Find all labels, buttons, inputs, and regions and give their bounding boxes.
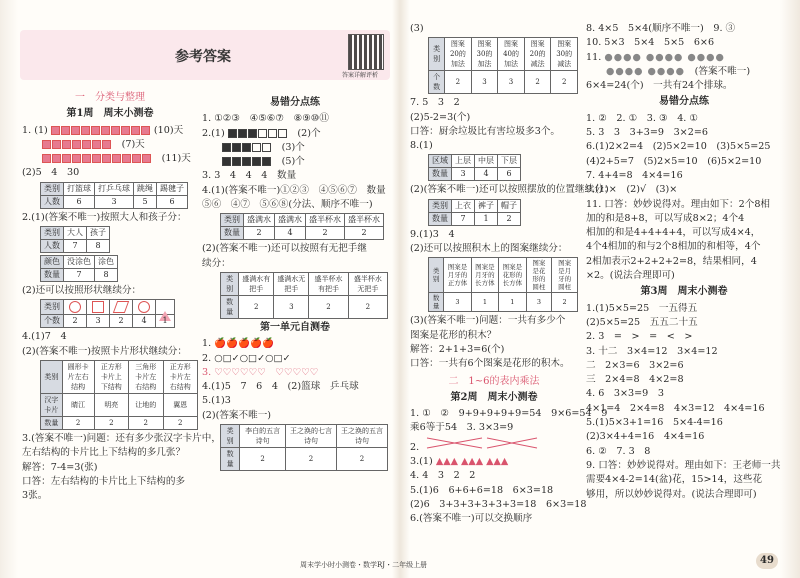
matching-lines-icon bbox=[422, 436, 542, 450]
answer-line: 4. 6 3×3=9 3 bbox=[586, 388, 664, 400]
answer-line: 解答：2+1+3=6(个) bbox=[410, 343, 505, 355]
answer-line: 3. 十二 3×4=12 3×4=12 bbox=[586, 345, 718, 357]
section-title: 易错分点练 bbox=[270, 97, 320, 108]
answer-line: 口答：厨余垃圾比有害垃圾多3个。 bbox=[410, 125, 561, 137]
answer-line: (3)(答案不唯一)问题：一共有多少个 bbox=[410, 315, 566, 327]
answer-line: 2. ○□✓○□✓○□✓ bbox=[202, 352, 291, 364]
answer-line: (7)天 bbox=[22, 138, 198, 152]
answer-line: 11. 口答：妙妙说得对。理由如下：2个8相 bbox=[586, 198, 771, 210]
answer-line: 9.(1)3 4 bbox=[410, 228, 455, 240]
answer-line: 3. 3 4 4 4 数量 bbox=[202, 170, 297, 182]
column-2 bbox=[202, 94, 388, 473]
table: 类别 图案是月牙的正方体 图案是月牙的长方体 图案是花形的长方体 图案是花形的圆柱 图案是月牙的圆柱 数量 3 1 1 3 2 bbox=[428, 257, 578, 312]
answer-line: 相加的和是4+4+4+4，可以写成4×4， bbox=[586, 227, 761, 239]
answer-line: 1. 🍎🍎🍎🍎🍎 bbox=[202, 338, 274, 350]
answer-line: 6×4=24(个) 一共有24个排球。 bbox=[586, 80, 733, 92]
week-title: 第2周 周末小测卷 bbox=[450, 391, 538, 403]
answer-line: 加的和是8+8，可以写成8×2；4个4 bbox=[586, 212, 745, 224]
page-number: 49 bbox=[756, 553, 778, 569]
column-4 bbox=[586, 22, 782, 502]
answer-line: (3) bbox=[410, 23, 424, 34]
answer-line: 乘6等于54 3. 3×3=9 bbox=[410, 422, 514, 434]
answer-line: 1. ② 2. ① 3. ③ 4. ① bbox=[586, 112, 698, 124]
answer-line: 2.(1) (2)个 bbox=[202, 127, 321, 139]
answer-line: 5.(1)3 bbox=[202, 395, 231, 407]
answer-line: (2)还可以按照积木上的图案继续分： bbox=[410, 243, 568, 255]
table: 类别 图案20的加法 图案30的加法 图案40的加法 图案20的减法 图案30的减法 个数 2 3 3 2 2 bbox=[428, 37, 578, 94]
page-footer: 周末学小时小测卷・数学RJ・二年级上册 bbox=[300, 561, 428, 569]
answer-line: 1. (1) (10)天 bbox=[22, 124, 184, 136]
answer-line: (2)(答案不唯一)按照卡片形状继续分： bbox=[22, 345, 187, 357]
answer-line: (2)6 3+3+3+3+3+3=18 6×3=18 bbox=[410, 498, 587, 510]
column-3 bbox=[410, 22, 614, 527]
table: 区域 上层 中层 下层 数量 3 4 6 bbox=[428, 154, 521, 181]
answer-line: 4. 4 3 2 2 bbox=[410, 470, 476, 482]
banner-title: 参考答案 bbox=[175, 49, 231, 65]
answer-line: 1. ①②③ ④⑤⑥⑦ ⑧⑨⑩⑪ bbox=[202, 113, 329, 125]
answer-line: 5.(1)5×3+1=16 5×4-4=16 bbox=[586, 417, 723, 429]
answer-line: 2相加表示2+2+2+2=8，结果相同，4 bbox=[586, 255, 757, 267]
answer-line: 4.(1)7 4 bbox=[22, 331, 67, 343]
answer-line: 9.(1)× (2)√ (3)× bbox=[586, 184, 678, 196]
answer-line: 4.(1)(答案不唯一)①②③ ④⑤⑥⑦ 数量 bbox=[202, 184, 386, 196]
answer-line: 9. 口答：妙妙说得对。理由如下：王老师一共 bbox=[586, 459, 781, 471]
answer-line: (2)5 4 30 bbox=[22, 167, 80, 179]
answer-line: 1.(1)5×5=25 一五得五 bbox=[586, 302, 698, 314]
answer-line: 10. 5×3 5×4 5×5 6×6 bbox=[586, 37, 715, 49]
section-title: 一 分类与整理 bbox=[75, 92, 145, 103]
answer-line: ●●●● ●●●● (答案不唯一) bbox=[606, 65, 751, 77]
answer-line: 7. 5 3 2 bbox=[410, 97, 460, 109]
answer-line: 5.(1)6 6+6+6=18 6×3=18 bbox=[410, 484, 554, 496]
answer-line: 7. 4+4=8 4×4=16 bbox=[586, 169, 683, 181]
week-title: 第1周 周末小测卷 bbox=[66, 108, 154, 120]
answer-line: 1. ① ② 9+9+9+9+9=54 9×6=54 9 bbox=[410, 408, 608, 420]
shape-table: 类别 个数 2 3 2 4 1 bbox=[40, 299, 175, 328]
answer-line: 解答：7-4=3(张) bbox=[22, 461, 98, 473]
answer-line: (4)2+5=7 (5)2×5=10 (6)5×2=10 bbox=[586, 155, 762, 167]
week-title: 第3周 周末小测卷 bbox=[640, 286, 728, 298]
answer-line: (3)个 bbox=[202, 141, 388, 155]
answer-line: 二 2×3=6 3×2=6 bbox=[586, 359, 684, 371]
answer-line: 4个4相加的和与2个8相加的和相等，4个 bbox=[586, 241, 761, 253]
answer-line: (5)个 bbox=[202, 155, 388, 169]
answer-line: 3张。 bbox=[22, 490, 48, 502]
answer-line: 4.(1)5 7 6 4 (2)篮球 乒乓球 bbox=[202, 381, 359, 393]
answer-line: 2.(1)(答案不唯一)按照大人和孩子分： bbox=[22, 211, 187, 223]
answer-line: (2)(答案不唯一)还可以按照有无把手继 bbox=[202, 243, 367, 255]
answer-line: (2)还可以按照形状继续分： bbox=[22, 285, 142, 297]
answer-line: 2. bbox=[410, 436, 578, 455]
answer-line: 需要4×4-2=14(盆)花，15>14，这些花 bbox=[586, 474, 763, 486]
answer-line: 4×1=4 2×4=8 4×3=12 4×4=16 bbox=[586, 402, 765, 414]
answer-line: 2. 3 = > = < > bbox=[586, 331, 693, 343]
table: 类别 盛满水 盛满水 盛半杯水 盛半杯水 数量 2 4 2 2 bbox=[220, 213, 384, 240]
qr-caption: 答案详解评析 bbox=[342, 72, 379, 79]
answer-line: 3.(答案不唯一)问题：还有多少张汉字卡片中， bbox=[22, 432, 221, 444]
answer-line: 口答：一共有6个图案是花形的积木。 bbox=[410, 358, 570, 370]
answer-line: 11. ●●●● ●●●● ●●●● bbox=[586, 51, 725, 63]
answer-line: 8.(1) bbox=[410, 140, 433, 152]
unit-title: 第一单元自测卷 bbox=[260, 321, 330, 333]
qr-code-icon[interactable] bbox=[348, 34, 384, 70]
answer-line: (2)5×5=25 五五二十五 bbox=[586, 316, 698, 328]
table: 类别 盛满水有把手 盛满水无把手 盛半杯水有把手 盛半杯水无把手 数量 2 3 2 2 bbox=[220, 272, 388, 319]
table: 颜色 没涂色 涂色 数量 7 8 bbox=[40, 255, 118, 282]
answer-line: 够用，所以妙妙说得对。(说法合理即可) bbox=[586, 488, 757, 500]
table: 类别 大人 孩子 人数 7 8 bbox=[40, 226, 110, 253]
table: 类别 圆形卡片左右结构 正方形卡片上下结构 三角形卡片左右结构 正方形卡片左右结构 汉字卡片 睛江 明亮 让地的 翼恩 数量 2 2 2 2 bbox=[40, 360, 198, 430]
table: 类别 上衣 裤子 帽子 数量 7 1 2 bbox=[428, 199, 521, 226]
answer-line: ×2。(说法合理即可) bbox=[586, 270, 675, 282]
sub-title: 易错分点练 bbox=[659, 96, 709, 108]
answer-line: 口答：左右结构的卡片比上下结构的多 bbox=[22, 475, 186, 487]
table: 类别 李白的五言诗句 王之涣的七言诗句 王之涣的五言诗句 数量 2 2 2 bbox=[220, 424, 388, 471]
answer-line: (2)(答案不唯一)还可以按照摆放的位置继续分： bbox=[410, 184, 614, 196]
section-title: 二 1~6的表内乘法 bbox=[448, 375, 540, 387]
answer-line: (2)3×4+4=16 4×4=16 bbox=[586, 431, 705, 443]
answer-line: ⑤⑥ ④⑦ ⑤⑥⑧(分法、顺序不唯一) bbox=[202, 199, 373, 211]
answer-line: 图案是花形的积木？ bbox=[410, 329, 497, 341]
answer-line: 三 2×4=8 4×2=8 bbox=[586, 374, 684, 386]
answer-line: 6.(1)2×2=4 (2)5×2=10 (3)5×5=25 bbox=[586, 141, 771, 153]
answer-line: 3.(1) ▲▲▲ ▲▲▲ ▲▲▲ bbox=[410, 456, 509, 468]
answer-line: (11)天 bbox=[22, 152, 198, 166]
answer-line: 5. 3 3 3+3=9 3×2=6 bbox=[586, 127, 708, 139]
answer-line: 续分： bbox=[202, 257, 231, 269]
answer-line: 3. ♡♡♡♡♡♡ ♡♡♡♡♡ bbox=[202, 366, 319, 378]
answer-line: 左右结构的卡片比上下结构的多几张？ bbox=[22, 447, 186, 459]
answer-line: (2)5-2=3(个) bbox=[410, 111, 471, 123]
answer-line: 8. 4×5 5×4(顺序不唯一) 9. ③ bbox=[586, 23, 736, 34]
answer-banner bbox=[20, 30, 390, 80]
table: 类别 打篮球 打乒乓球 跳绳 踢毽子 人数 6 3 5 6 bbox=[40, 182, 188, 209]
answer-line: 6. ② 7. 3 8 bbox=[586, 445, 651, 457]
answer-line: (2)(答案不唯一) bbox=[202, 409, 272, 421]
answer-line: 6.(答案不唯一)可以交换顺序 bbox=[410, 513, 533, 525]
